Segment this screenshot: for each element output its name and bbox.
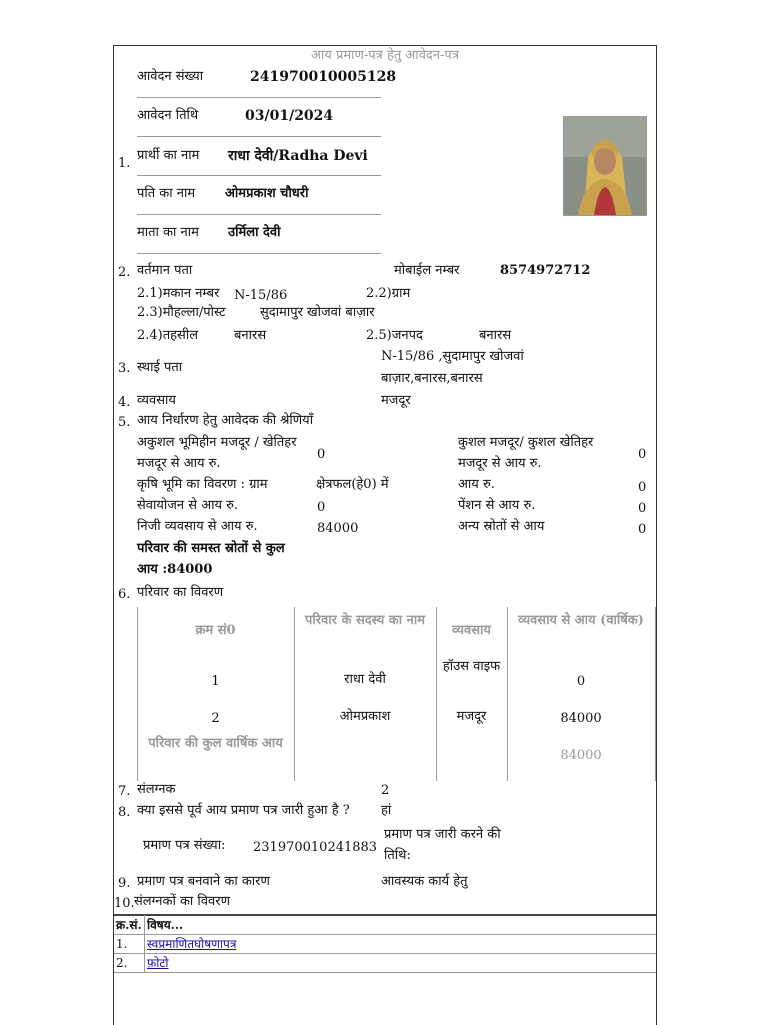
application-no-value: 241970010005128 — [250, 69, 397, 85]
permanent-address-line1: N-15/86 ,सुदामापुर खोजवां — [381, 349, 524, 364]
section5-number: 5. — [118, 415, 131, 430]
attachments-header-subject: विषय... — [147, 918, 184, 932]
service-income-value: 0 — [317, 500, 326, 515]
total-income-line1: परिवार की समस्त स्रोतों से कुल — [137, 541, 285, 556]
pension-label: पेंशन से आय रु. — [458, 498, 536, 513]
applicant-photo — [563, 116, 647, 216]
table-line — [114, 953, 656, 954]
family-row1-income: 0 — [576, 674, 586, 689]
unskilled-label-line2: मजदूर से आय रु. — [137, 456, 221, 471]
agri-income-label: आय रु. — [458, 477, 495, 492]
tehsil-value: बनारस — [234, 328, 267, 343]
attachment-row2-sno: 2. — [116, 956, 128, 970]
mobile-value: 8574972712 — [500, 263, 591, 278]
divider — [137, 175, 381, 176]
mobile-label: मोबाईल नम्बर — [394, 263, 460, 278]
house-no-value: N-15/86 — [234, 288, 288, 303]
reason-value: आवस्यक कार्य हेतु — [381, 874, 468, 889]
section8-number: 8. — [118, 805, 131, 820]
unskilled-value: 0 — [317, 447, 326, 462]
applicant-name-value: राधा देवी/Radha Devi — [228, 148, 368, 164]
permanent-address-line2: बाज़ार,बनारस,बनारस — [381, 371, 483, 386]
house-no-label: 2.1)मकान नम्बर — [137, 286, 220, 301]
family-total-value: 84000 — [560, 748, 602, 763]
issue-date-label-line2: तिथि: — [384, 848, 411, 863]
cert-no-value: 231970010241883 — [253, 840, 378, 855]
table-line — [114, 972, 656, 973]
table-line — [114, 915, 656, 916]
occupation-label: व्यवसाय — [137, 393, 176, 408]
occupation-value: मजदूर — [381, 393, 411, 408]
application-date-label: आवेदन तिथि — [137, 108, 199, 123]
family-row2-occupation: मजदूर — [456, 709, 487, 724]
family-row1-sno: 1 — [211, 674, 220, 689]
divider — [137, 253, 381, 254]
husband-name-value: ओमप्रकाश चौधरी — [225, 186, 309, 201]
application-form — [113, 45, 657, 1025]
attachments-header-sno: क्र.सं. — [116, 918, 142, 932]
family-row2-name: ओमप्रकाश — [339, 709, 391, 724]
village-label: 2.2)ग्राम — [366, 286, 411, 301]
divider — [137, 214, 381, 215]
mother-name-value: उर्मिला देवी — [228, 225, 281, 240]
family-details-label: परिवार का विवरण — [137, 585, 224, 600]
previous-cert-value: हां — [381, 803, 392, 818]
district-value: बनारस — [479, 328, 512, 343]
mother-name-label: माता का नाम — [137, 225, 199, 240]
attachment-row1-link[interactable]: स्वप्रमाणितघोषणापत्र — [147, 937, 237, 951]
issue-date-label-line1: प्रमाण पत्र जारी करने की — [384, 827, 501, 842]
section9-number: 9. — [118, 876, 131, 891]
section10-number: 10. — [114, 896, 135, 911]
attachments-value: 2 — [381, 783, 390, 798]
family-row1-occupation: हॉउस वाइफ — [442, 659, 501, 674]
applicant-photo-image — [564, 117, 646, 215]
form-title: आय प्रमाण-पत्र हेतु आवेदन-पत्र — [310, 48, 459, 63]
section4-number: 4. — [118, 395, 131, 410]
section1-number: 1. — [118, 156, 131, 171]
section6-number: 6. — [118, 587, 131, 602]
district-label: 2.5)जनपद — [366, 328, 423, 343]
family-row1-name: राधा देवी — [344, 672, 386, 687]
permanent-address-label: स्थाई पता — [137, 360, 183, 375]
section2-number: 2. — [118, 265, 131, 280]
table-line — [144, 915, 145, 972]
business-income-label: निजी व्यवसाय से आय रु. — [137, 519, 258, 534]
agri-income-value: 0 — [638, 480, 647, 495]
skilled-label-line2: मजदूर से आय रु. — [458, 456, 542, 471]
family-header-income: व्यवसाय से आय (वार्षिक) — [518, 613, 644, 628]
other-income-value: 0 — [638, 522, 647, 537]
divider — [137, 97, 381, 98]
total-income-line2: आय :84000 — [137, 562, 213, 577]
area-label: क्षेत्रफल(हे0) में — [316, 477, 389, 492]
section7-number: 7. — [118, 784, 131, 799]
family-header-sno: क्रम सं0 — [195, 623, 236, 638]
section3-number: 3. — [118, 361, 131, 376]
unskilled-label-line1: अकुशल भूमिहीन मजदूर / खेतिहर — [137, 435, 297, 450]
service-income-label: सेवायोजन से आय रु. — [137, 498, 239, 513]
previous-cert-label: क्या इससे पूर्व आय प्रमाण पत्र जारी हुआ है ? — [137, 803, 350, 818]
reason-label: प्रमाण पत्र बनवाने का कारण — [137, 874, 270, 889]
income-category-label: आय निर्धारण हेतु आवेदक की श्रेणियाँ — [137, 413, 314, 428]
cert-no-label: प्रमाण पत्र संख्या: — [143, 838, 226, 853]
family-header-name: परिवार के सदस्य का नाम — [304, 613, 426, 628]
application-no-label: आवेदन संख्या — [137, 69, 204, 84]
agri-land-label: कृषि भूमि का विवरण : ग्राम — [137, 477, 268, 492]
application-date-value: 03/01/2024 — [245, 108, 334, 124]
applicant-name-label: प्रार्थी का नाम — [137, 148, 200, 163]
table-line — [294, 607, 295, 781]
attachment-row1-sno: 1. — [116, 937, 128, 951]
business-income-value: 84000 — [317, 521, 359, 536]
table-line — [114, 934, 656, 935]
skilled-value: 0 — [638, 447, 647, 462]
table-line — [655, 607, 656, 781]
attachment-details-label: संलग्नकों का विवरण — [134, 894, 230, 909]
current-address-label: वर्तमान पता — [137, 263, 193, 278]
other-income-label: अन्य स्रोतों से आय — [458, 519, 545, 534]
mohalla-label: 2.3)मौहल्ला/पोस्ट — [137, 305, 226, 320]
family-header-occupation: व्यवसाय — [452, 623, 491, 638]
skilled-label-line1: कुशल मजदूर/ कुशल खेतिहर — [458, 435, 594, 450]
attachments-label: संलग्नक — [137, 782, 176, 797]
attachment-row2-link[interactable]: फ़ोटो — [147, 956, 169, 970]
tehsil-label: 2.4)तहसील — [137, 328, 199, 343]
family-row2-sno: 2 — [211, 711, 220, 726]
divider — [137, 136, 381, 137]
family-total-label: परिवार की कुल वार्षिक आय — [148, 736, 283, 751]
husband-name-label: पति का नाम — [137, 186, 196, 201]
mohalla-value: सुदामापुर खोजवां बाज़ार — [260, 305, 375, 320]
family-row2-income: 84000 — [560, 711, 602, 726]
pension-value: 0 — [638, 501, 647, 516]
